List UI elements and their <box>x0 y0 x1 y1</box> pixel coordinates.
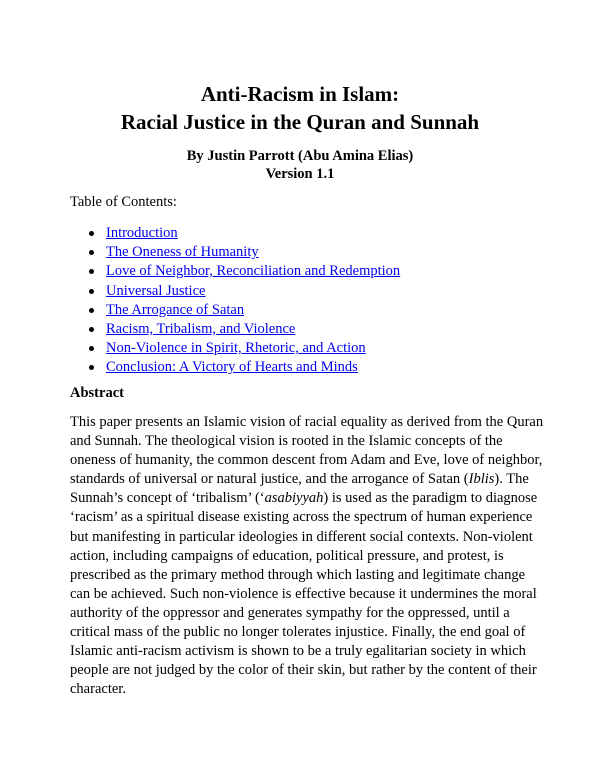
abstract-line: can be achieved. Such non-violence is effective because it undermines the moral <box>70 585 537 602</box>
toc-item <box>70 282 400 301</box>
toc-link-oneness-of-humanity[interactable]: The Oneness of Humanity <box>106 244 259 261</box>
author-byline: By Justin Parrott (Abu Amina Elias) <box>186 148 414 164</box>
toc-item <box>70 224 400 243</box>
toc-item <box>70 243 400 262</box>
bullet-icon <box>89 250 94 255</box>
abstract-line: character. <box>70 681 126 698</box>
abstract-line <box>70 489 538 508</box>
version-label: Version 1.1 <box>265 166 335 182</box>
bullet-icon <box>89 269 94 274</box>
abstract-line: prescribed as the primary method through which lasting and legitimate change <box>70 566 526 583</box>
bullet-icon <box>89 365 94 370</box>
abstract-line: action, including campaigns of education, political pressure, and protest, is <box>70 547 504 564</box>
toc-link-racism-tribalism-violence[interactable]: Racism, Tribalism, and Violence <box>106 320 296 337</box>
toc-heading: Table of Contents: <box>70 194 177 210</box>
abstract-line: and Sunnah. The theological vision is rooted in the Islamic concepts of the <box>70 433 503 450</box>
abstract-line: This paper presents an Islamic vision of racial equality as derived from the Quran <box>70 414 544 430</box>
toc-link-conclusion[interactable]: Conclusion: A Victory of Hearts and Minds <box>106 359 358 376</box>
abstract-line: ‘racism’ as a spiritual disease existing across the spectrum of human experience <box>70 509 533 526</box>
abstract-line: critical mass of the public no longer tolerates injustice. Finally, the end goal of <box>70 624 526 641</box>
toc-item <box>70 358 400 377</box>
abstract-text: Sunnah’s concept of ‘tribalism’ (‘ <box>70 490 265 507</box>
abstract-line: oneness of humanity, the common descent from Adam and Eve, love of neighbor, <box>70 452 543 469</box>
bullet-icon <box>89 308 94 313</box>
abstract-line: Islamic anti-racism activism is shown to be a truly egalitarian society in which <box>70 643 526 660</box>
toc-link-non-violence[interactable]: Non-Violence in Spirit, Rhetoric, and Action <box>106 340 366 357</box>
abstract-italic-term: asabiyyah <box>264 490 324 507</box>
abstract-text: standards of universal or natural justice, and the arrogance of Satan ( <box>70 471 469 488</box>
document-title-line-2: Racial Justice in the Quran and Sunnah <box>120 110 480 134</box>
abstract-line: people are not judged by the color of their skin, but rather by the content of their <box>70 662 537 679</box>
table-of-contents <box>70 224 400 378</box>
bullet-icon <box>89 231 94 236</box>
abstract-line <box>70 470 532 489</box>
abstract-heading: Abstract <box>70 385 124 401</box>
abstract-line: authority of the oppressor and generates sympathy for the oppressed, until a <box>70 604 510 621</box>
abstract-text: ). The <box>494 471 529 488</box>
toc-link-arrogance-of-satan[interactable]: The Arrogance of Satan <box>106 301 245 318</box>
toc-link-introduction[interactable]: Introduction <box>106 225 178 241</box>
document-title-line-1: Anti-Racism in Islam: <box>200 82 400 106</box>
toc-item <box>70 301 400 320</box>
abstract-italic-term: Iblis <box>468 471 495 488</box>
abstract-paragraph <box>70 413 544 699</box>
bullet-icon <box>89 346 94 351</box>
abstract-line: but manifesting in particular ideologies in different social contexts. Non-violent <box>70 528 533 545</box>
toc-item <box>70 339 400 358</box>
toc-item <box>70 320 400 339</box>
abstract-text: ) is used as the paradigm to diagnose <box>323 490 538 507</box>
toc-link-love-of-neighbor[interactable]: Love of Neighbor, Reconciliation and Redemption <box>106 263 401 280</box>
bullet-icon <box>89 289 94 294</box>
toc-link-universal-justice[interactable]: Universal Justice <box>106 282 206 299</box>
toc-item <box>70 262 400 281</box>
bullet-icon <box>89 327 94 332</box>
